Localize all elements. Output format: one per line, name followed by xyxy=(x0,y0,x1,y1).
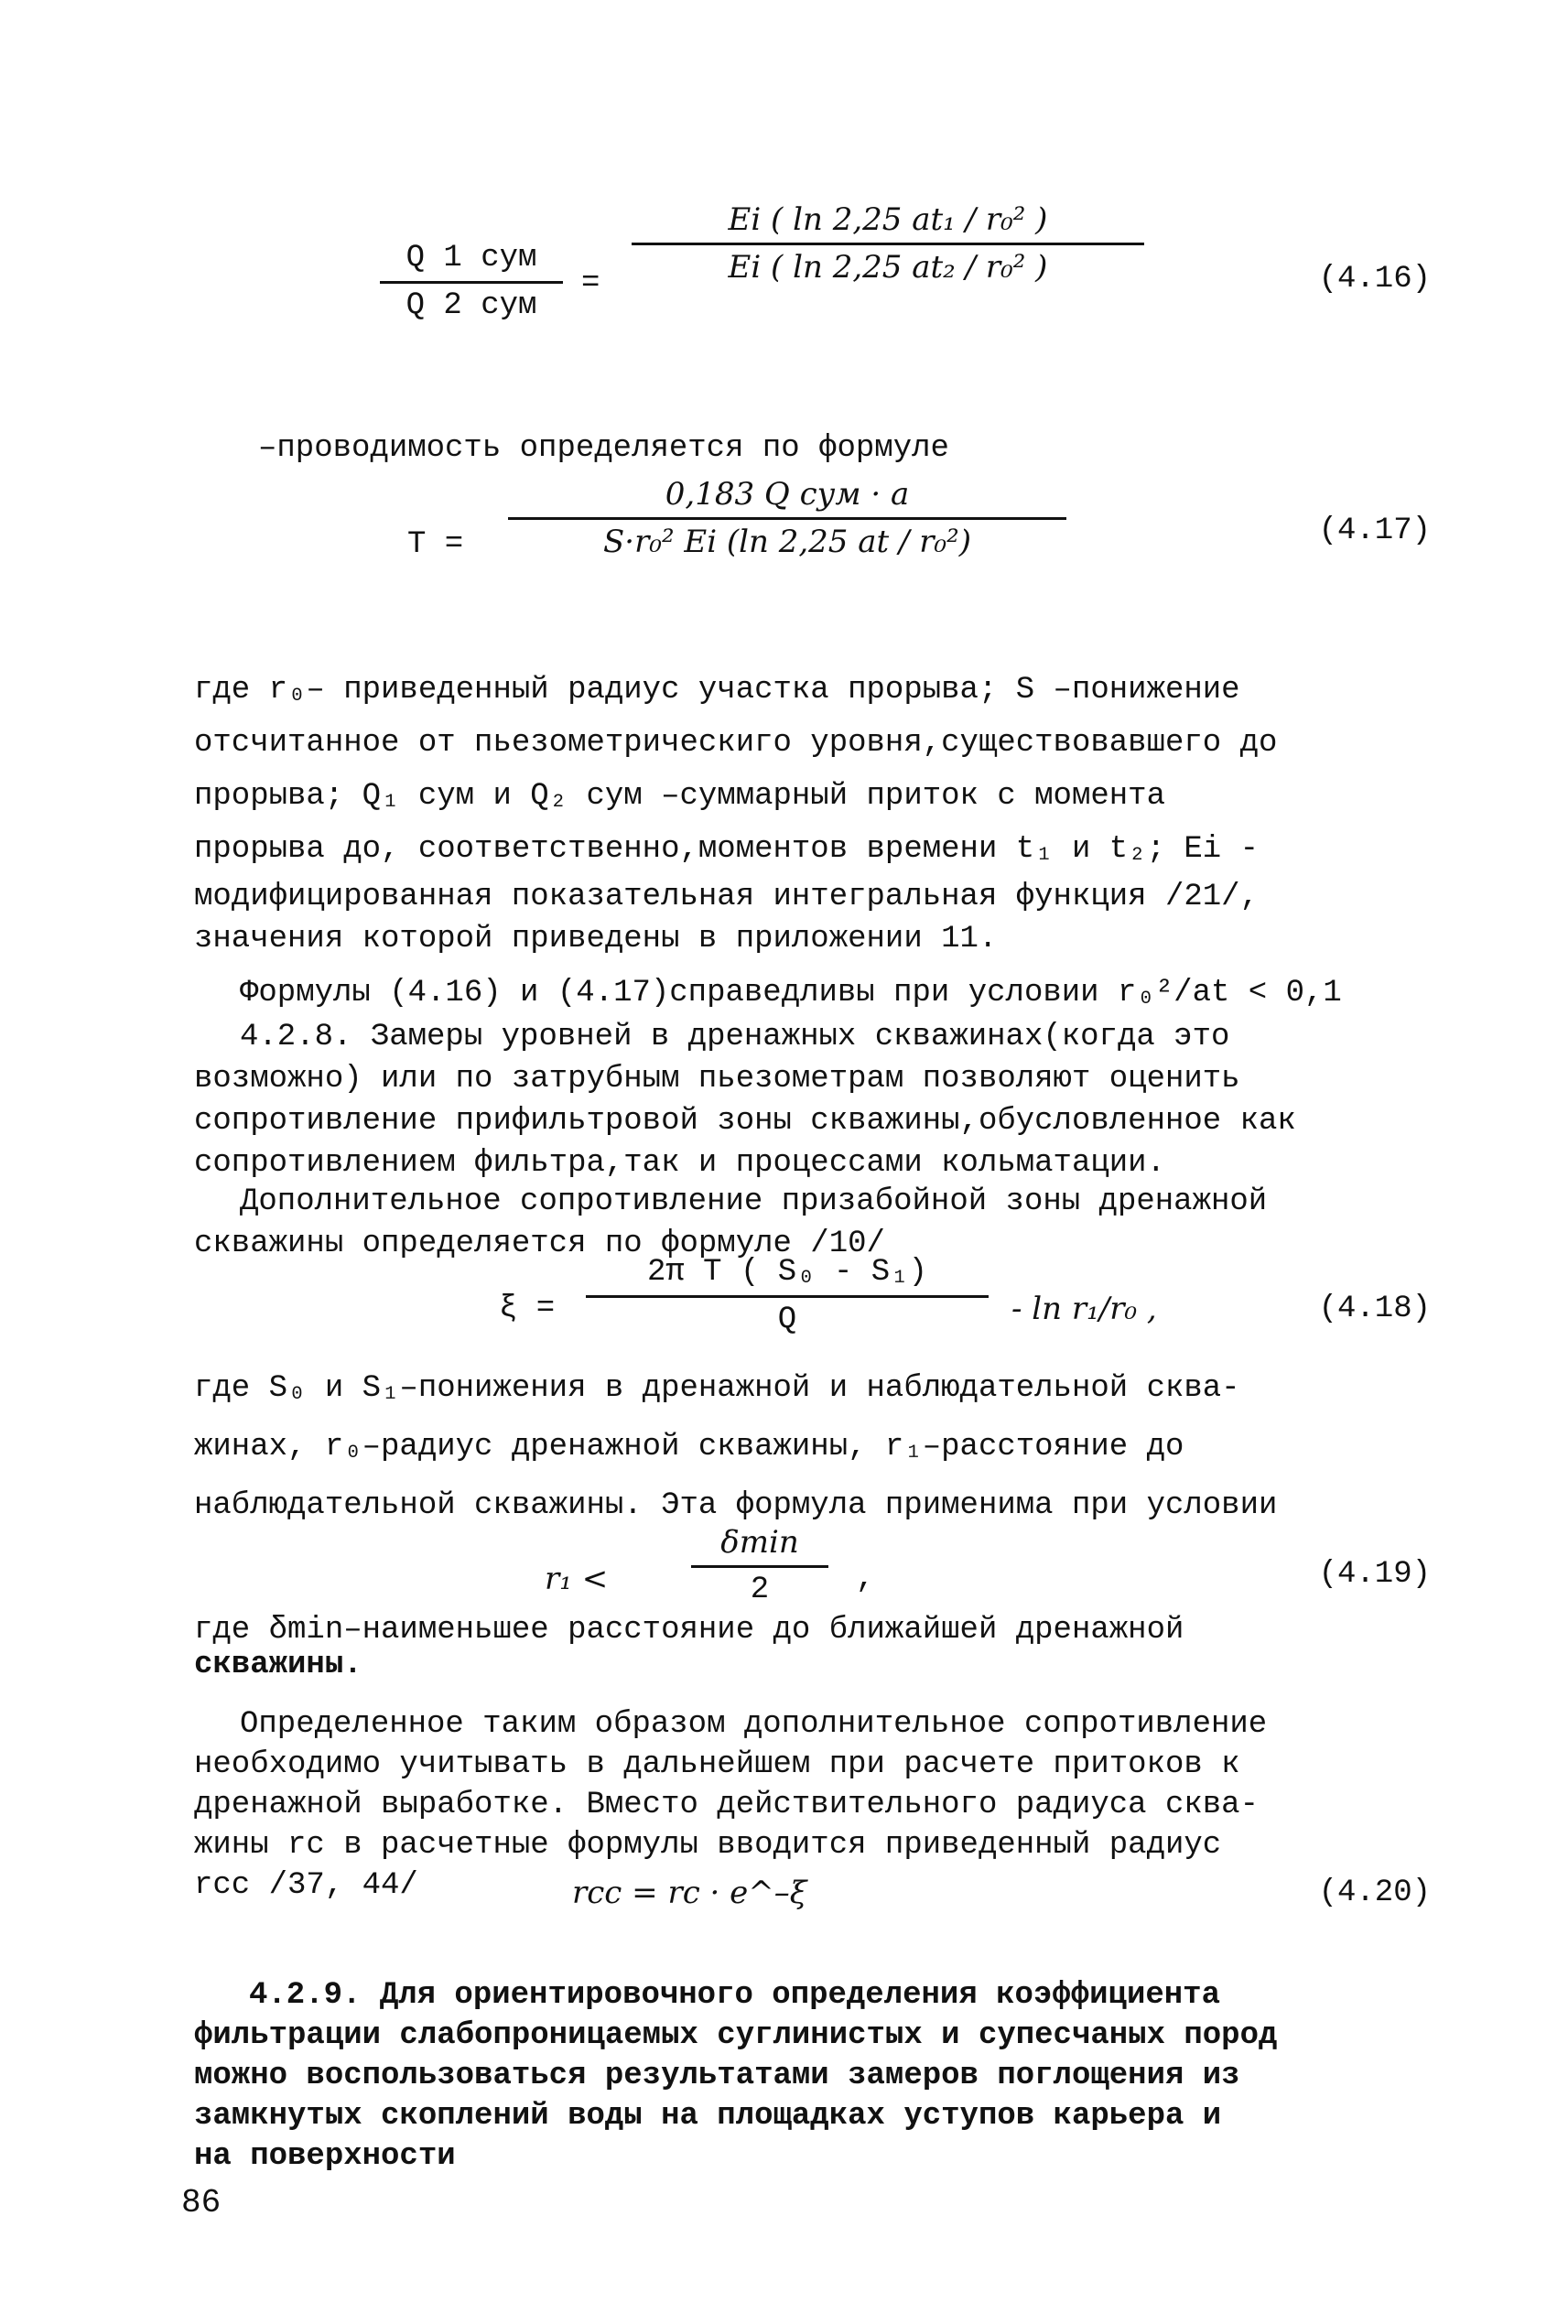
where2-line1: где S₀ и S₁–понижения в дренажной и наблюдательной сква- xyxy=(194,1371,1240,1406)
where2-line2: жинах, r₀–радиус дренажной скважины, r₁–расстояние до xyxy=(194,1430,1184,1465)
where-block-3 xyxy=(194,1613,1448,1682)
eq416-lhs-den: Q 2 сум xyxy=(406,287,537,323)
where1-line5: модифицированная показательная интегральная функция /21/, xyxy=(194,880,1259,914)
where2-line3: наблюдательной скважины. Эта формула применима при условии xyxy=(194,1488,1278,1523)
page-number: 86 xyxy=(181,2184,222,2221)
eq418-fraction xyxy=(586,1254,989,1339)
p429-line3: можно воспользоваться результатами замеров поглощения из xyxy=(194,2059,1240,2093)
p-def-line4: жины rc в расчетные формулы вводится приведенный радиус xyxy=(194,1828,1222,1863)
eq417-lhs: T = xyxy=(407,527,464,562)
eq420-formula: rcc = rc · e^–ξ xyxy=(572,1875,807,1911)
paragraph-extra-resistance xyxy=(194,1181,1448,1265)
eq416-rhs xyxy=(632,146,1144,341)
p428-line1: 4.2.8. Замеры уровней в дренажных скважинах(когда это xyxy=(240,1020,1230,1054)
eq419-number: (4.19) xyxy=(1318,1557,1431,1592)
eq418-number: (4.18) xyxy=(1318,1292,1431,1326)
where1-line2: отсчитанное от пьезометрическиго уровня,существовавшего до xyxy=(194,726,1278,761)
paragraph-429 xyxy=(194,1975,1448,2177)
p-def-line2: необходимо учитывать в дальнейшем при расчете притоков к xyxy=(194,1747,1240,1782)
paragraph-428 xyxy=(194,1016,1448,1184)
eq419-lhs: r₁ < xyxy=(545,1561,609,1597)
eq419-comma: , xyxy=(856,1562,875,1596)
where3-line2: скважины. xyxy=(194,1648,362,1682)
condition-line: Формулы (4.16) и (4.17)справедливы при условии r₀²/at < 0,1 xyxy=(240,976,1342,1011)
eq418-den: Q xyxy=(777,1302,797,1337)
where1-line3: прорыва; Q₁ сум и Q₂ сум –суммарный приток с момента xyxy=(194,779,1165,814)
eq419-num: δmin xyxy=(720,1524,799,1561)
where3-line1: где δmin–наименьшее расстояние до ближайшей дренажной xyxy=(194,1613,1184,1648)
eq418-rest: - ln r₁/r₀ , xyxy=(1011,1291,1157,1327)
eq418-lhs: ξ = xyxy=(499,1292,556,1326)
eq417-fraction xyxy=(508,476,1066,607)
eq417-number: (4.17) xyxy=(1318,513,1431,548)
eq419-den: 2 xyxy=(750,1572,770,1607)
eq416-lhs-num: Q 1 сум xyxy=(406,241,537,276)
p428-line4: сопротивлением фильтра,так и процессами кольматации. xyxy=(194,1146,1165,1181)
p429-line1: 4.2.9. Для ориентировочного определения коэффициента xyxy=(249,1978,1220,2013)
p429-line2: фильтрации слабопроницаемых суглинистых и супесчаных пород xyxy=(194,2018,1278,2053)
eq416-lhs xyxy=(380,240,563,325)
p429-line5: на поверхности xyxy=(194,2139,456,2174)
eq419-fraction xyxy=(691,1524,828,1609)
p428-line2: возможно) или по затрубным пьезометрам позволяют оценить xyxy=(194,1062,1240,1097)
p-def-line5: rcc /37, 44/ xyxy=(194,1868,418,1903)
eq416-rhs-den: Ei ( ln 2,25 at₂ / r₀² ) xyxy=(728,248,1048,286)
where1-line4: прорыва до, соответственно,моментов времени t₁ и t₂; Ei - xyxy=(194,832,1259,867)
where1-line6: значения которой приведены в приложении 11. xyxy=(194,922,998,957)
eq416-number: (4.16) xyxy=(1318,262,1431,297)
intro-417: –проводимость определяется по формуле xyxy=(258,431,949,466)
eq416-equals: = xyxy=(581,266,600,301)
eq417-den: S·r₀² Ei (ln 2,25 at / r₀²) xyxy=(602,523,972,560)
paragraph-definition xyxy=(194,1704,1448,1906)
where1-line1: где r₀– приведенный радиус участка прорыва; S –понижение xyxy=(194,673,1240,708)
p428-line3: сопротивление прифильтровой зоны скважины,обусловленное как xyxy=(194,1104,1296,1139)
p-extra-line1: Дополнительное сопротивление призабойной зоны дренажной xyxy=(240,1184,1268,1219)
eq416-rhs-num: Ei ( ln 2,25 at₁ / r₀² ) xyxy=(728,201,1048,238)
p429-line4: замкнутых скоплений воды на площадках уступов карьера и xyxy=(194,2099,1222,2134)
p-extra-line2: скважины определяется по формуле /10/ xyxy=(194,1227,885,1261)
eq418-num: 2π T ( S₀ - S₁) xyxy=(646,1255,928,1290)
p-def-line3: дренажной выработке. Вместо действительного радиуса сква- xyxy=(194,1788,1259,1822)
where-block-1 xyxy=(194,664,1448,960)
eq420-number: (4.20) xyxy=(1318,1875,1431,1910)
p-def-line1: Определенное таким образом дополнительное сопротивление xyxy=(240,1707,1268,1742)
where-block-2 xyxy=(194,1359,1448,1535)
eq417-num: 0,183 Q сум · a xyxy=(665,476,910,513)
